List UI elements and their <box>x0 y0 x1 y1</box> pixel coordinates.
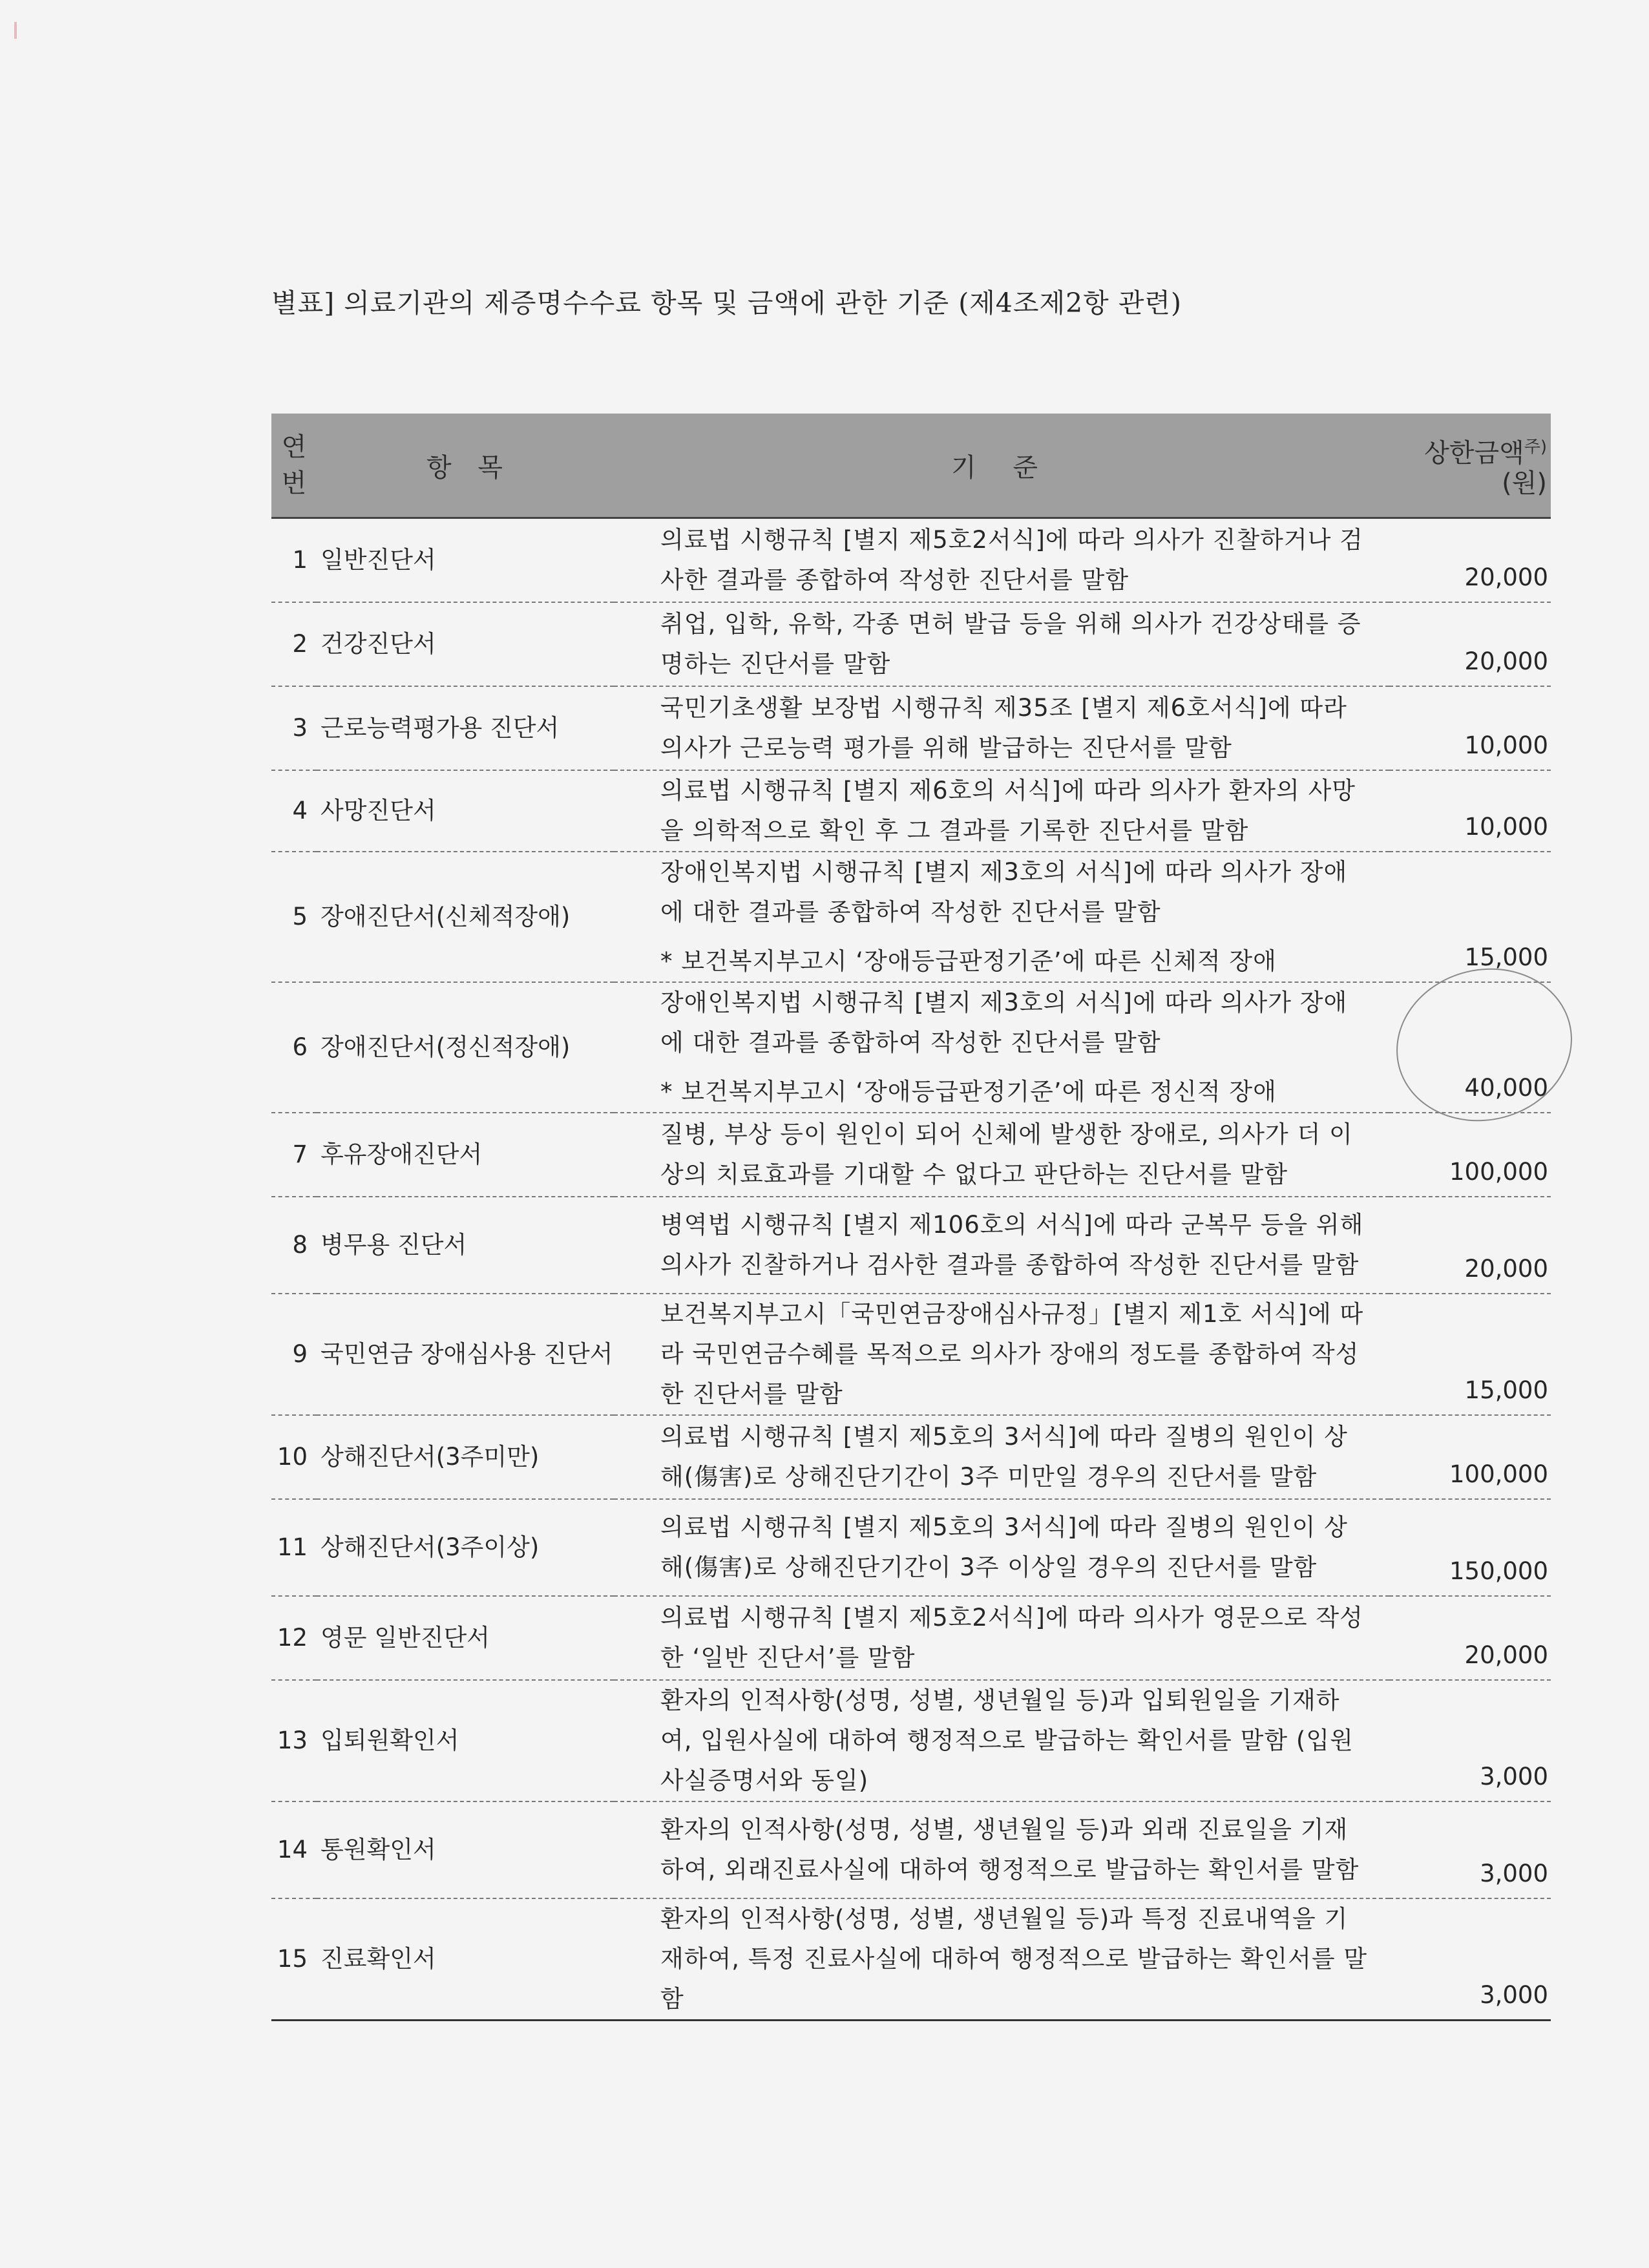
row-max-amount: 20,000 <box>1389 602 1551 686</box>
row-number: 14 <box>271 1801 317 1898</box>
table-row <box>271 982 1551 1113</box>
table-row <box>271 1801 1551 1898</box>
row-number: 2 <box>271 602 317 686</box>
row-criteria <box>614 982 1389 1113</box>
criteria-note: * 보건복지부고시 ‘장애등급판정기준’에 따른 정신적 장애 <box>660 1077 1277 1106</box>
criteria-note: * 보건복지부고시 ‘장애등급판정기준’에 따른 신체적 장애 <box>660 947 1277 975</box>
row-number: 12 <box>271 1596 317 1680</box>
row-number: 3 <box>271 686 317 770</box>
table-row <box>271 518 1551 602</box>
row-max-amount: 15,000 <box>1389 1294 1551 1415</box>
row-number: 15 <box>271 1898 317 2021</box>
row-max-amount: 3,000 <box>1389 1898 1551 2021</box>
row-max-amount: 100,000 <box>1389 1113 1551 1197</box>
table-row <box>271 1680 1551 1801</box>
row-item-name: 장애진단서(신체적장애) <box>317 852 614 982</box>
row-criteria <box>614 1680 1389 1801</box>
criteria-text: 취업, 입학, 유학, 각종 면허 발급 등을 위해 의사가 건강상태를 증명하는 진단서를 말함 <box>660 609 1361 678</box>
row-criteria <box>614 1898 1389 2021</box>
row-max-amount: 10,000 <box>1389 770 1551 852</box>
page-title: 별표] 의료기관의 제증명수수료 항목 및 금액에 관한 기준 (제4조제2항 관련) <box>271 288 1182 319</box>
footnote-mark: 주) <box>1524 437 1547 457</box>
criteria-text: 의료법 시행규칙 [별지 제5호의 3서식]에 따라 질병의 원인이 상해(傷害)로 상해진단기간이 3주 미만일 경우의 진단서를 말함 <box>660 1422 1348 1491</box>
row-criteria <box>614 770 1389 852</box>
row-number: 1 <box>271 518 317 602</box>
row-criteria <box>614 1499 1389 1596</box>
row-criteria <box>614 1197 1389 1294</box>
table-row <box>271 852 1551 982</box>
criteria-text: 환자의 인적사항(성명, 성별, 생년월일 등)과 특정 진료내역을 기재하여, 특정 진료사실에 대하여 행정적으로 발급하는 확인서를 말함 <box>660 1904 1368 2013</box>
row-number: 9 <box>271 1294 317 1415</box>
criteria-text: 국민기초생활 보장법 시행규칙 제35조 [별지 제6호서식]에 따라 의사가 근로능력 평가를 위해 발급하는 진단서를 말함 <box>660 693 1347 762</box>
row-max-amount: 20,000 <box>1389 518 1551 602</box>
row-criteria <box>614 686 1389 770</box>
criteria-text: 의료법 시행규칙 [별지 제5호의 3서식]에 따라 질병의 원인이 상해(傷害)로 상해진단기간이 3주 이상일 경우의 진단서를 말함 <box>660 1513 1348 1581</box>
row-item-name: 상해진단서(3주이상) <box>317 1499 614 1596</box>
row-item-name: 후유장애진단서 <box>317 1113 614 1197</box>
row-max-amount: 20,000 <box>1389 1197 1551 1294</box>
table-row <box>271 1294 1551 1415</box>
row-criteria <box>614 1801 1389 1898</box>
row-item-name: 일반진단서 <box>317 518 614 602</box>
row-item-name: 입퇴원확인서 <box>317 1680 614 1801</box>
row-number: 11 <box>271 1499 317 1596</box>
row-criteria <box>614 1113 1389 1197</box>
row-item-name: 진료확인서 <box>317 1898 614 2021</box>
row-number: 7 <box>271 1113 317 1197</box>
row-item-name: 영문 일반진단서 <box>317 1596 614 1680</box>
criteria-text: 장애인복지법 시행규칙 [별지 제3호의 서식]에 따라 의사가 장애에 대한 결과를 종합하여 작성한 진단서를 말함 <box>660 988 1348 1056</box>
row-number: 5 <box>271 852 317 982</box>
row-item-name: 병무용 진단서 <box>317 1197 614 1294</box>
table-row <box>271 1415 1551 1499</box>
row-criteria <box>614 518 1389 602</box>
fee-table-body <box>271 518 1551 2021</box>
row-criteria <box>614 602 1389 686</box>
row-max-amount: 20,000 <box>1389 1596 1551 1680</box>
row-criteria <box>614 1294 1389 1415</box>
table-header-row <box>271 414 1551 518</box>
criteria-text: 장애인복지법 시행규칙 [별지 제3호의 서식]에 따라 의사가 장애에 대한 결과를 종합하여 작성한 진단서를 말함 <box>660 857 1348 926</box>
criteria-text: 환자의 인적사항(성명, 성별, 생년월일 등)과 입퇴원일을 기재하여, 입원사실에 대하여 행정적으로 발급하는 확인서를 말함 (입원사실증명서와 동일) <box>660 1686 1354 1794</box>
scan-artifact <box>14 22 17 39</box>
header-criteria: 기 준 <box>614 414 1389 518</box>
row-number: 6 <box>271 982 317 1113</box>
header-max-amount: 상한금액$^{주)}$ (원) <box>1389 414 1551 518</box>
table-row <box>271 770 1551 852</box>
criteria-text: 의료법 시행규칙 [별지 제6호의 서식]에 따라 의사가 환자의 사망을 의학적으로 확인 후 그 결과를 기록한 진단서를 말함 <box>660 776 1356 845</box>
row-criteria <box>614 1415 1389 1499</box>
criteria-text: 의료법 시행규칙 [별지 제5호2서식]에 따라 의사가 진찰하거나 검사한 결과를 종합하여 작성한 진단서를 말함 <box>660 525 1363 594</box>
row-number: 13 <box>271 1680 317 1801</box>
criteria-text: 질병, 부상 등이 원인이 되어 신체에 발생한 장애로, 의사가 더 이상의 치료효과를 기대할 수 없다고 판단하는 진단서를 말함 <box>660 1120 1353 1188</box>
row-item-name: 근로능력평가용 진단서 <box>317 686 614 770</box>
row-number: 8 <box>271 1197 317 1294</box>
row-item-name: 장애진단서(정신적장애) <box>317 982 614 1113</box>
table-row <box>271 602 1551 686</box>
fee-table <box>271 414 1551 2021</box>
table-row <box>271 1499 1551 1596</box>
table-row <box>271 1596 1551 1680</box>
table-row <box>271 1113 1551 1197</box>
criteria-text: 의료법 시행규칙 [별지 제5호2서식]에 따라 의사가 영문으로 작성한 ‘일반 진단서’를 말함 <box>660 1603 1363 1672</box>
table-row <box>271 1197 1551 1294</box>
criteria-text: 병역법 시행규칙 [별지 제106호의 서식]에 따라 군복무 등을 위해 의사가 진찰하거나 검사한 결과를 종합하여 작성한 진단서를 말함 <box>660 1210 1364 1279</box>
row-criteria <box>614 852 1389 982</box>
row-max-amount: 150,000 <box>1389 1499 1551 1596</box>
criteria-text: 환자의 인적사항(성명, 성별, 생년월일 등)과 외래 진료일을 기재하여, 외래진료사실에 대하여 행정적으로 발급하는 확인서를 말함 <box>660 1815 1360 1884</box>
row-item-name: 건강진단서 <box>317 602 614 686</box>
row-max-amount: 40,000 <box>1389 982 1551 1113</box>
table-row <box>271 686 1551 770</box>
table-row <box>271 1898 1551 2021</box>
row-item-name: 사망진단서 <box>317 770 614 852</box>
row-item-name: 통원확인서 <box>317 1801 614 1898</box>
row-max-amount: 3,000 <box>1389 1801 1551 1898</box>
row-max-amount: 10,000 <box>1389 686 1551 770</box>
header-item: 항 목 <box>317 414 614 518</box>
header-serial-number: 연 번 <box>271 414 317 518</box>
row-max-amount: 3,000 <box>1389 1680 1551 1801</box>
row-number: 4 <box>271 770 317 852</box>
row-criteria <box>614 1596 1389 1680</box>
criteria-text: 보건복지부고시「국민연금장애심사규정」[별지 제1호 서식]에 따라 국민연금수혜를 목적으로 의사가 장애의 정도를 종합하여 작성한 진단서를 말함 <box>660 1299 1364 1408</box>
row-item-name: 상해진단서(3주미만) <box>317 1415 614 1499</box>
row-item-name: 국민연금 장애심사용 진단서 <box>317 1294 614 1415</box>
row-number: 10 <box>271 1415 317 1499</box>
row-max-amount: 100,000 <box>1389 1415 1551 1499</box>
row-max-amount: 15,000 <box>1389 852 1551 982</box>
